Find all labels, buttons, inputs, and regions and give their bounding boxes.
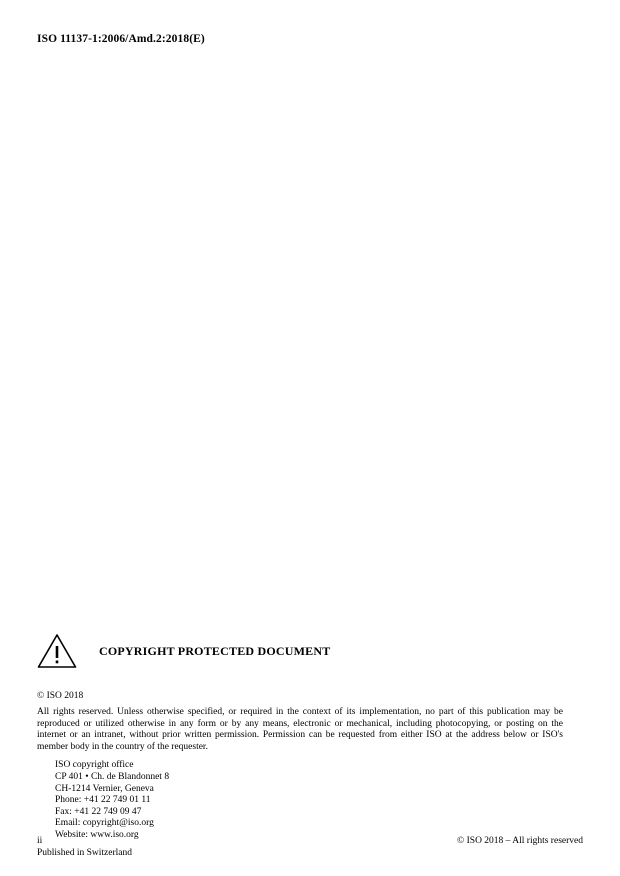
copyright-heading-row xyxy=(37,630,583,672)
address-line: CH-1214 Vernier, Geneva xyxy=(55,783,154,794)
iso-copyright-address xyxy=(55,760,583,841)
copyright-body-text: All rights reserved. Unless otherwise specified, or required in the context of its implementation, no part of this publication may be reproduced or utilized otherwise in any form or by any means, electronic or mechanical, including photocopying, or posting on the internet or an intranet, without prior written permission. Permission can be requested from either ISO at the address below or ISO's member body in the country of the requester. xyxy=(37,707,563,752)
copyright-notice-block xyxy=(37,630,583,858)
address-line: CP 401 • Ch. de Blandonnet 8 xyxy=(55,771,170,782)
address-line-email: Email: copyright@iso.org xyxy=(55,818,154,829)
address-line: ISO copyright office xyxy=(55,760,134,771)
warning-triangle-icon xyxy=(37,633,77,669)
footer-rights-text: © ISO 2018 – All rights reserved xyxy=(457,836,583,846)
copyright-year: © ISO 2018 xyxy=(37,691,84,701)
address-line: Fax: +41 22 749 09 47 xyxy=(55,806,142,817)
footer-page-number: ii xyxy=(37,836,43,846)
page-footer xyxy=(37,836,583,846)
page-header-title: ISO 11137-1:2006/Amd.2:2018(E) xyxy=(37,33,205,45)
address-line: Phone: +41 22 749 01 11 xyxy=(55,795,151,806)
copyright-heading: COPYRIGHT PROTECTED DOCUMENT xyxy=(99,643,331,658)
published-location: Published in Switzerland xyxy=(37,847,132,858)
address-line-website: Website: www.iso.org xyxy=(55,829,139,840)
